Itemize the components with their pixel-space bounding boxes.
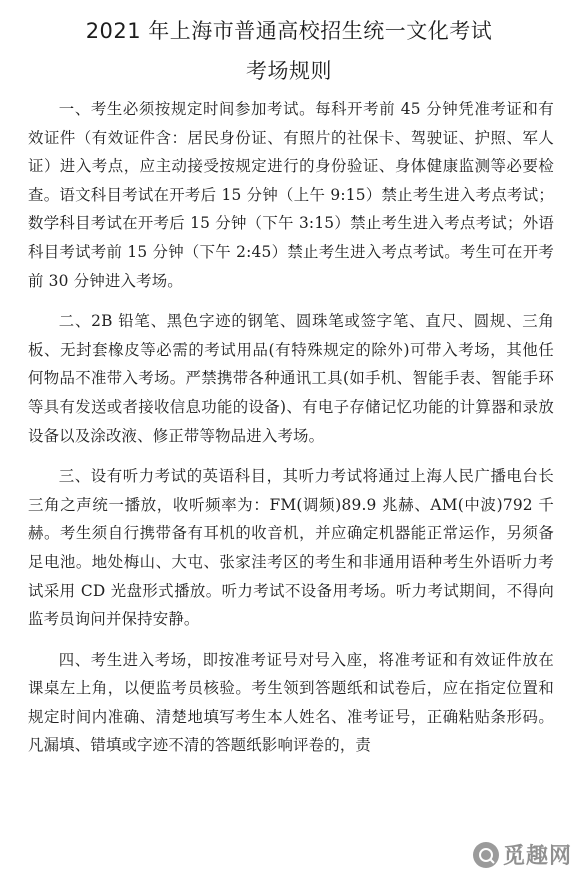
rule-paragraph-4: 四、考生进入考场，即按准考证号对号入座，将准考证和有效证件放在课桌左上角，以便监考员核验。考生领到答题纸和试卷后，应在指定位置和规定时间内准确、清楚地填写考生本人姓名、准考证号，正确粘贴条形码。凡漏填、错填或字迹不清的答题纸影响评卷的，责 [28,650,554,755]
rule-paragraph-2: 二、2B 铅笔、黑色字迹的钢笔、圆珠笔或签字笔、直尺、圆规、三角板、无封套橡皮等必需的考试用品(有特殊规定的除外)可带入考场，其他任何物品不准带入考场。严禁携带各种通讯工具(如手机、智能手表、智能手环等具有发送或者接收信息功能的设备)、有电子存储记忆功能的计算器和录放设备以及涂改液、修正带等物品进入考场。 [28,312,554,445]
document-subtitle: 考场规则 [246,59,332,83]
document-body [28,95,554,772]
rule-paragraph-3: 三、设有听力考试的英语科目，其听力考试将通过上海人民广播电台长三角之声统一播放，收听频率为：FM(调频)89.9 兆赫、AM(中波)792 千赫。考生须自行携带备有耳机的收音机，并应确定机器能正常运作，另须备足电池。地处梅山、大屯、张家洼考区的考生和非通用语种考生外语听力考试采用 CD 光盘形式播放。听力考试不设备用考场。听力考试期间，不得向监考员询问并保持安静。 [28,467,554,629]
watermark-logo-icon [473,842,499,868]
document-title: 2021 年上海市普通高校招生统一文化考试 [85,19,493,43]
rule-paragraph-1: 一、考生必须按规定时间参加考试。每科开考前 45 分钟凭准考证和有效证件（有效证件含：居民身份证、有照片的社保卡、驾驶证、护照、军人证）进入考点，应主动接受按规定进行的身份验证、身体健康监测等必要检查。语文科目考试在开考后 15 分钟（上午 9:15）禁止考生进入考点考试；数学科目考试在开考后 15 分钟（下午 3:15）禁止考生进入考点考试；外语科目考试考前 15 分钟（下午 2:45）禁止考生进入考点考试。考生可在开考前 30 分钟进入考场。 [28,100,554,290]
watermark-text: 觅趣网 [502,844,572,869]
site-watermark [473,839,572,870]
